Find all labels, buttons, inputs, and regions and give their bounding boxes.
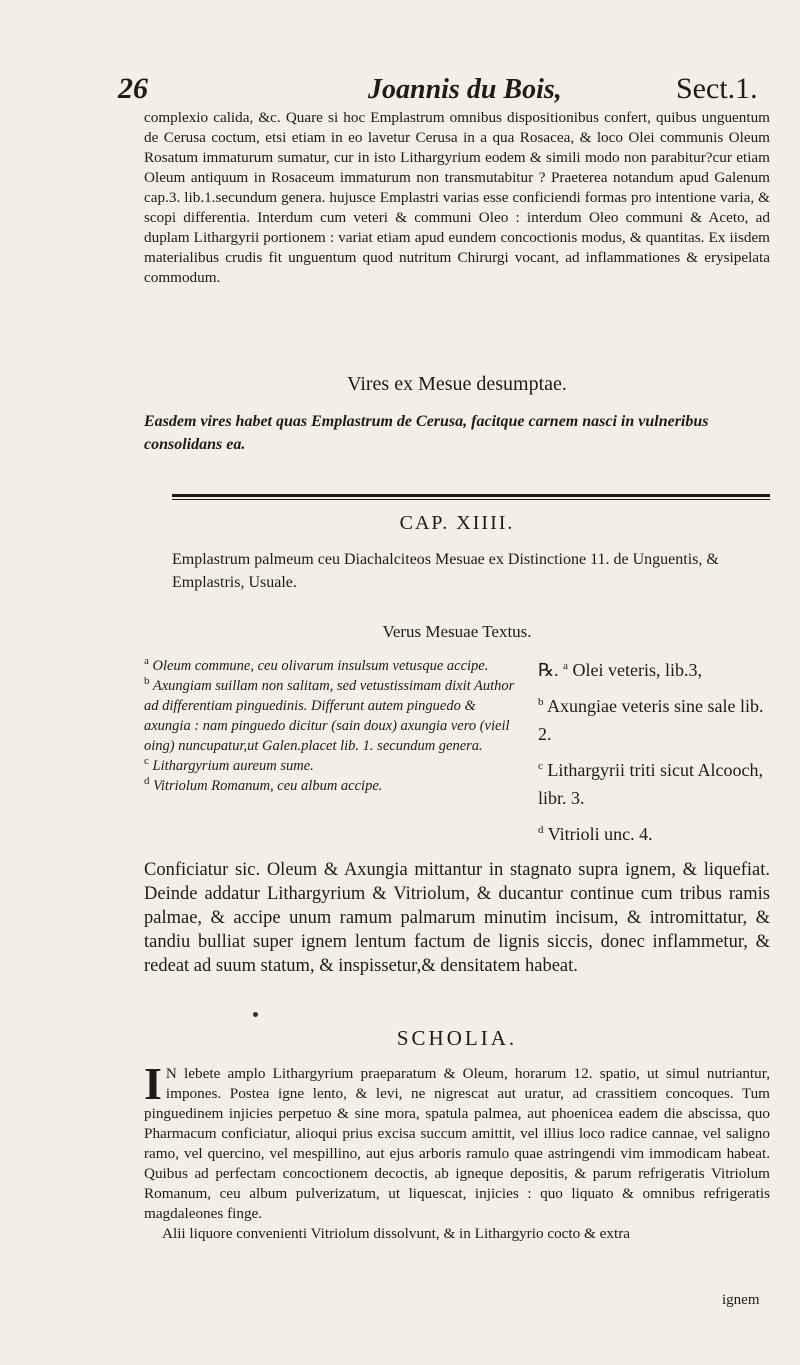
section-label: Sect.1. bbox=[676, 72, 758, 105]
drop-cap: I bbox=[144, 1058, 162, 1109]
page-number: 26 bbox=[118, 72, 148, 105]
ink-dot bbox=[253, 1012, 258, 1017]
recipe-symbol: ℞. bbox=[538, 660, 559, 680]
recipe-ingredients bbox=[538, 656, 778, 856]
catchword: ignem bbox=[722, 1292, 760, 1308]
note-d: $^d$ Vitriolum Romanum, ceu album accipe. bbox=[144, 775, 383, 794]
running-title: Joannis du Bois, bbox=[368, 74, 562, 105]
scholia-text-2: Alii liquore convenienti Vitriolum dissolvunt, & in Lithargyrio cocto & extra bbox=[162, 1225, 631, 1242]
intro-text: complexio calida, &c. Quare si hoc Emplastrum omnibus dispositionibus confert, quibus unguentum de Cerusa coctum, etsi etiam in eo lavetur Cerusa in a qua Rosacea, & loco Olei communis Oleum Rosatum immaturum sumatur, cur in isto Lithargyrium eodem & simili modo non parabitur?cur etiam Oleum antiquum in Rosaceum immaturum non transmutabitur ? Praeterea notandum apud Galenum cap.3. lib.1.secundum genera. hujusce Emplastri varias esse conficiendi formas pro intentione varia, & scopi differentia. Interdum cum veteri & communi Oleo : interdum Oleo communi & Aceto, ad duplam Lithargyrii portionem : variat etiam apud eundem concoctionis modus, & quantitas. Ex iisdem materialibus crudis fit unguentum quod nutritum Chirurgi vocant, ad inflammationes & erysipelata commodum. bbox=[144, 109, 770, 286]
chapter-heading: CAP. XIIII. bbox=[399, 512, 515, 534]
ingredient-c: $^c$ Lithargyrii triti sicut Alcooch, libr. 3. bbox=[538, 760, 764, 808]
scholia-heading: SCHOLIA. bbox=[396, 1026, 518, 1050]
note-b: $^b$ Axungiam suillam non salitam, sed vetustissimam dixit Author ad differentiam pinguedinis. Differunt autem pinguedo & axungia : nam pinguedo dicitur (sain doux) axungia vero (vieil oing) nuncupatur,ut Galen.placet lib. 1. secundum genera. bbox=[144, 675, 515, 754]
note-c: $^c$ Lithargyrium aureum sume. bbox=[144, 755, 314, 774]
conficiatur-paragraph: Conficiatur sic. Oleum & Axungia mittantur in stagnato supra ignem, & liquefiat. Deinde addatur Lithargyrium & Vitriolum, & ducantur continue cum tribus ramis palmae, & accipe unum ramum palmarum minutim incisum, & intromittatur, & tandiu bulliat super ignem lentum factum de lignis siccis, donec inflammetur, & redeat ad suum statum, & inspissetur,& densitatem habeat. bbox=[144, 860, 770, 976]
scholia-text: N lebete amplo Lithargyrium praeparatum & Oleum, horarum 12. spatio, ut simul nutriantur, impones. Postea igne lento, & levi, ne nigrescat aut uratur, ad crassitiem concoques. Tum pinguedinem injicies perpetuo & sine mora, spatula palmea, aut phoenicea eadem die abscissa, quo Pharmacum conficiatur, alioqui prius excisa succum amittit, vel illius loco radice cannae, vel saligno ramo, vel quercino, vel mespillino, aut ejus arboris ramulo quae astringendi vim immodicam habeat. Quibus ad perfectam concoctionem decoctis, ab igneque depositis, & parum refrigeratis Vitriolum Romanum, ceu album pulverizatum, ut liquescat, injicies : quo liquato & omnibus refrigeratis magdaleones finge. bbox=[144, 1065, 770, 1222]
scholia-paragraph bbox=[144, 1058, 770, 1244]
vires-text: Easdem vires habet quas Emplastrum de Cerusa, facitque carnem nasci in vulneribus consolidans ea. bbox=[144, 413, 709, 453]
ingredient-d: $^d$ Vitrioli unc. 4. bbox=[538, 824, 653, 844]
chapter-rule bbox=[172, 494, 770, 497]
textus-heading: Verus Mesuae Textus. bbox=[382, 622, 532, 641]
vires-heading: Vires ex Mesue desumptae. bbox=[347, 373, 567, 395]
ingredient-b: $^b$ Axungiae veteris sine sale lib. 2. bbox=[538, 696, 764, 744]
note-a: $^a$ Oleum commune, ceu olivarum insulsum vetusque accipe. bbox=[144, 655, 489, 674]
chapter-rule-thin bbox=[172, 499, 770, 500]
marginal-notes bbox=[144, 656, 524, 796]
ingredient-a: ℞. $^a$ Olei veteris, lib.3, bbox=[538, 660, 703, 680]
intro-paragraph bbox=[144, 108, 770, 288]
recipe-title: Emplastrum palmeum ceu Diachalciteos Mesuae ex Distinctione 11. de Unguentis, & Emplastris, Usuale. bbox=[172, 551, 719, 591]
